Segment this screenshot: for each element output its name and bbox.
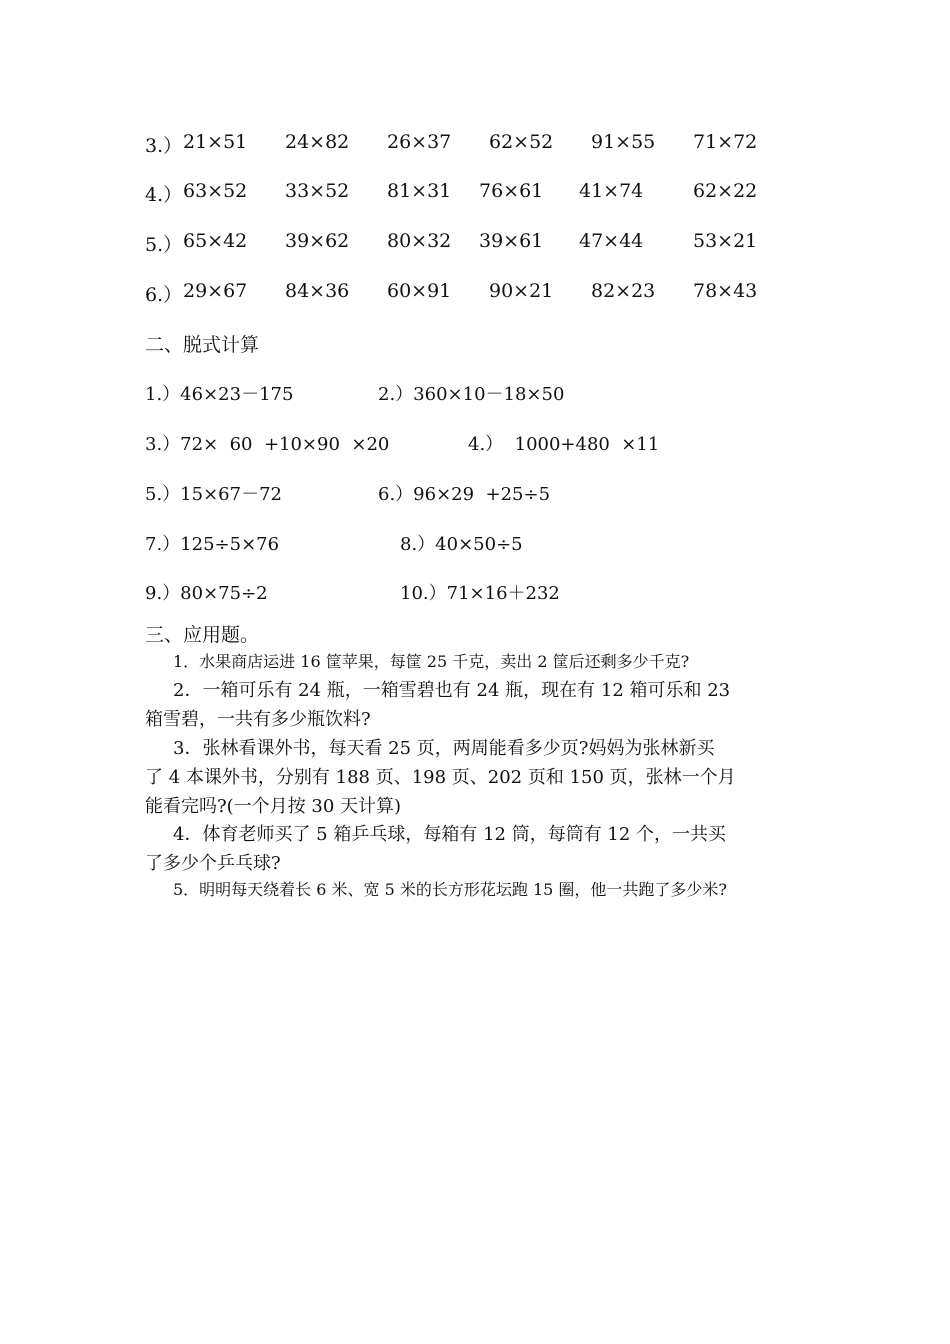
section-title: 二、脱式计算: [145, 334, 260, 356]
word-problem-4: 4．体育老师买了 5 箱乒乓球，每箱有 12 筒，每筒有 12 个，一共买: [173, 824, 727, 845]
problem: 2.）360×10－18×50: [378, 384, 565, 405]
problem: 21×51: [183, 131, 248, 153]
problem: 63×52: [183, 180, 248, 202]
problem: 4.） 1000+480 ×11: [468, 434, 660, 455]
problem: 9.）80×75÷2: [145, 583, 268, 604]
problem: 81×31: [387, 180, 452, 202]
problem: 78×43: [693, 280, 758, 302]
problem: 3.）72× 60 +10×90 ×20: [145, 434, 390, 455]
problem: 1.）46×23－175: [145, 384, 294, 405]
word-problem-2: 2．一箱可乐有 24 瓶，一箱雪碧也有 24 瓶，现在有 12 箱可乐和 23: [173, 680, 731, 701]
problem: 39×61: [479, 230, 544, 252]
problem: 71×72: [693, 131, 758, 153]
problem: 60×91: [387, 280, 452, 302]
problem: 91×55: [591, 131, 656, 153]
word-problem-3: 3．张林看课外书，每天看 25 页，两周能看多少页?妈妈为张林新买: [173, 738, 715, 759]
word-problem-2-cont: 箱雪碧，一共有多少瓶饮料?: [145, 709, 371, 730]
problem: 6.）96×29 +25÷5: [378, 484, 551, 505]
problem: 7.）125÷5×76: [145, 534, 280, 555]
problem: 62×22: [693, 180, 758, 202]
problem: 8.）40×50÷5: [400, 534, 523, 555]
problem: 82×23: [591, 280, 656, 302]
problem: 39×62: [285, 230, 350, 252]
problem: 33×52: [285, 180, 350, 202]
problem: 41×74: [579, 180, 644, 202]
problem: 24×82: [285, 131, 350, 153]
problem: 76×61: [479, 180, 544, 202]
problem: 47×44: [579, 230, 644, 252]
word-problem-4-cont: 了多少个乒乓球?: [145, 853, 281, 874]
problem: 80×32: [387, 230, 452, 252]
section-title: 三、应用题。: [145, 624, 260, 646]
row-label: 4.）: [145, 184, 183, 206]
problem: 10.）71×16＋232: [400, 583, 560, 604]
word-problem-3-cont: 能看完吗?(一个月按 30 天计算): [145, 796, 402, 817]
problem: 84×36: [285, 280, 350, 302]
problem: 53×21: [693, 230, 758, 252]
word-problem-3-cont: 了 4 本课外书，分别有 188 页、198 页、202 页和 150 页，张林一个月: [145, 767, 736, 788]
word-problem-5: 5．明明每天绕着长 6 米、宽 5 米的长方形花坛跑 15 圈，他一共跑了多少米?: [173, 880, 727, 899]
problem: 65×42: [183, 230, 248, 252]
problem: 5.）15×67－72: [145, 484, 282, 505]
problem: 26×37: [387, 131, 452, 153]
row-label: 6.）: [145, 284, 183, 306]
problem: 90×21: [489, 280, 554, 302]
row-label: 3.）: [145, 135, 183, 157]
word-problem-1: 1．水果商店运进 16 筐苹果，每筐 25 千克，卖出 2 筐后还剩多少千克?: [173, 652, 690, 671]
row-label: 5.）: [145, 234, 183, 256]
problem: 62×52: [489, 131, 554, 153]
problem: 29×67: [183, 280, 248, 302]
